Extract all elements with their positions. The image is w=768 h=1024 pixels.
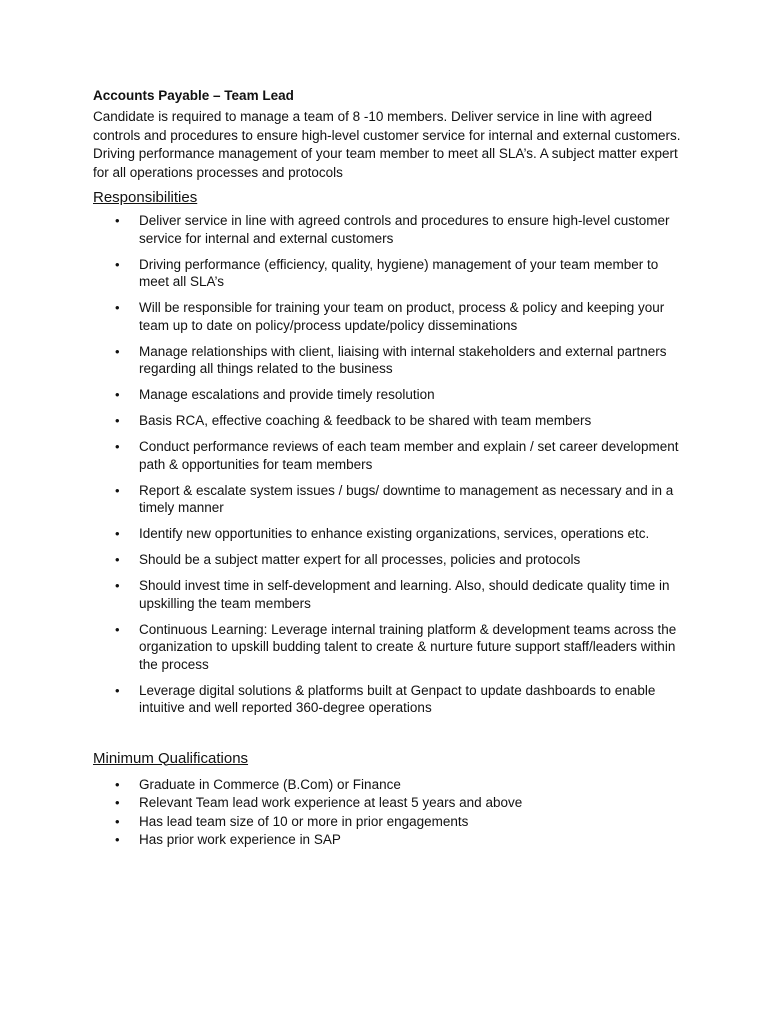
- responsibility-item: [93, 212, 683, 247]
- responsibilities-heading: Responsibilities: [93, 189, 198, 206]
- qualification-text: Graduate in Commerce (B.Com) or Finance: [139, 776, 401, 792]
- bullet-icon: •: [115, 552, 120, 567]
- responsibility-text: Manage escalations and provide timely resolution: [139, 387, 435, 402]
- responsibility-text: Continuous Learning: Leverage internal training platform & development teams across the organization to upskill budding talent to create & nurture future support staff/leaders within the process: [139, 621, 677, 672]
- responsibility-text: Deliver service in line with agreed controls and procedures to ensure high-level customer service for internal and external customers: [139, 213, 670, 246]
- bullet-icon: •: [115, 682, 120, 698]
- responsibility-item: [93, 551, 683, 569]
- responsibility-item: [93, 525, 683, 543]
- responsibility-item: [93, 256, 683, 291]
- document-page: [93, 86, 683, 850]
- bullet-icon: •: [115, 832, 120, 847]
- qualification-item: [93, 831, 683, 850]
- bullet-icon: •: [115, 813, 120, 829]
- bullet-icon: •: [115, 387, 120, 402]
- bullet-icon: •: [115, 256, 120, 272]
- bullet-icon: •: [115, 343, 120, 359]
- qualifications-list: [93, 776, 683, 850]
- responsibility-item: [93, 482, 683, 517]
- qualification-item: [93, 794, 683, 813]
- responsibility-item: [93, 577, 683, 612]
- bullet-icon: •: [115, 213, 120, 228]
- bullet-icon: •: [115, 621, 120, 637]
- responsibility-text: Should invest time in self-development and learning. Also, should dedicate quality time in upskilling the team members: [139, 578, 670, 611]
- bullet-icon: •: [115, 776, 120, 792]
- responsibility-text: Will be responsible for training your team on product, process & policy and keeping your team up to date on policy/process update/policy disseminations: [139, 300, 665, 333]
- job-title: Accounts Payable – Team Lead: [93, 88, 294, 103]
- responsibility-item: [93, 299, 683, 334]
- responsibility-text: Conduct performance reviews of each team member and explain / set career development path & opportunities for team members: [139, 439, 679, 472]
- bullet-icon: •: [115, 578, 120, 593]
- responsibility-item: [93, 438, 683, 473]
- bullet-icon: •: [115, 413, 120, 428]
- responsibility-text: Manage relationships with client, liaising with internal stakeholders and external partners regarding all things related to the business: [139, 343, 667, 376]
- responsibility-text: Leverage digital solutions & platforms built at Genpact to update dashboards to enable intuitive and well reported 360-degree operations: [139, 682, 656, 715]
- responsibility-item: [93, 621, 683, 674]
- responsibilities-list: [93, 212, 683, 717]
- bullet-icon: •: [115, 526, 120, 541]
- responsibility-item: [93, 682, 683, 717]
- bullet-icon: •: [115, 795, 120, 810]
- qualifications-heading: Minimum Qualifications: [93, 749, 249, 767]
- job-summary: Candidate is required to manage a team of 8 -10 members. Deliver service in line with agreed controls and procedures to ensure high-level customer service for internal and external customers. Driving performance management of your team member to meet all SLA’s. A subject matter expert for all operations processes and protocols: [93, 109, 681, 180]
- qualification-text: Has prior work experience in SAP: [139, 832, 341, 847]
- responsibility-text: Driving performance (efficiency, quality, hygiene) management of your team member to meet all SLA’s: [139, 256, 659, 289]
- bullet-icon: •: [115, 482, 120, 498]
- responsibility-text: Report & escalate system issues / bugs/ downtime to management as necessary and in a timely manner: [139, 482, 674, 515]
- responsibility-item: [93, 386, 683, 404]
- qualification-text: Relevant Team lead work experience at least 5 years and above: [139, 795, 523, 810]
- qualification-text: Has lead team size of 10 or more in prior engagements: [139, 813, 469, 829]
- responsibility-item: [93, 412, 683, 430]
- bullet-icon: •: [115, 300, 120, 315]
- responsibility-text: Basis RCA, effective coaching & feedback to be shared with team members: [139, 413, 592, 428]
- responsibility-text: Should be a subject matter expert for all processes, policies and protocols: [139, 552, 581, 567]
- responsibility-text: Identify new opportunities to enhance existing organizations, services, operations etc.: [139, 526, 650, 541]
- responsibility-item: [93, 343, 683, 378]
- qualification-item: [93, 776, 683, 795]
- bullet-icon: •: [115, 439, 120, 454]
- qualification-item: [93, 813, 683, 832]
